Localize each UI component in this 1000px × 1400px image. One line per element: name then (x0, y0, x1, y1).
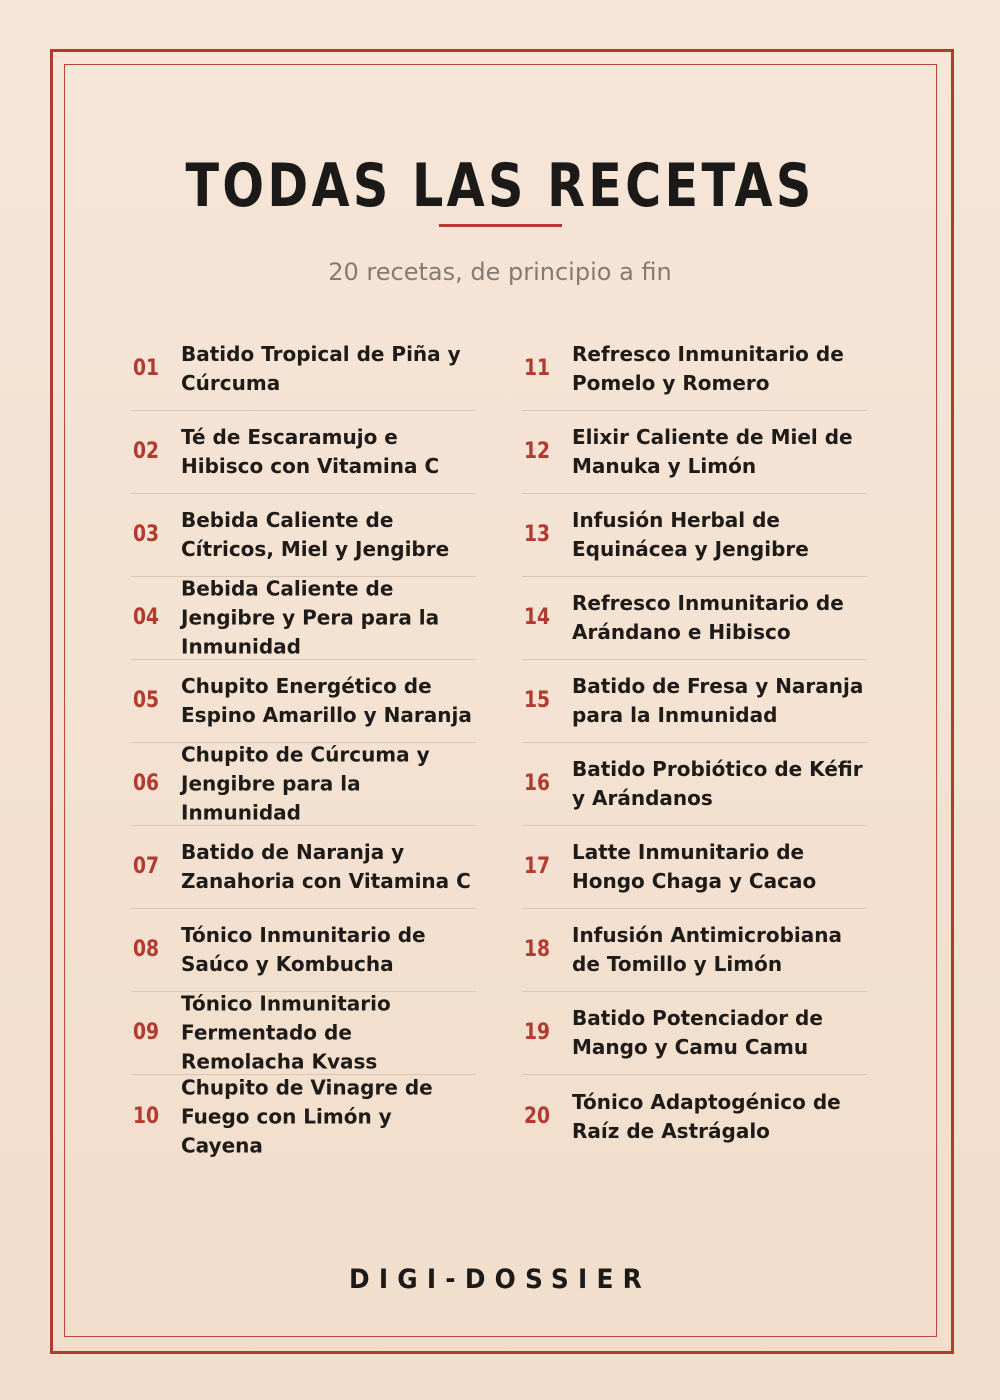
recipe-item (522, 909, 867, 992)
recipe-number: 05 (133, 688, 160, 713)
recipe-name: Batido Potenciador de Mango y Camu Camu (572, 1006, 823, 1059)
recipe-number: 18 (524, 937, 551, 962)
recipe-number: 15 (524, 688, 551, 713)
recipe-number: 17 (524, 854, 551, 879)
recipe-list-left (131, 328, 476, 1158)
recipe-item (522, 328, 867, 411)
recipe-number: 12 (524, 439, 551, 464)
recipe-item (522, 1075, 867, 1158)
recipe-name: Tónico Adaptogénico de Raíz de Astrágalo (572, 1089, 841, 1143)
recipe-name: Batido de Fresa y Naranja para la Inmunidad (572, 674, 864, 727)
page-subtitle: 20 recetas, de principio a fin (328, 258, 672, 286)
recipe-name: Batido Tropical de Piña y Cúrcuma (181, 342, 461, 395)
recipe-item (131, 328, 476, 411)
recipe-number: 06 (133, 771, 160, 796)
recipe-number: 10 (133, 1103, 160, 1129)
recipe-item (131, 992, 476, 1075)
recipe-name: Batido Probiótico de Kéfir y Arándanos (572, 757, 863, 810)
recipe-name: Chupito de Cúrcuma y Jengibre para la Inmunidad (181, 742, 430, 825)
recipe-name: Infusión Herbal de Equinácea y Jengibre (572, 508, 809, 561)
recipe-name: Bebida Caliente de Cítricos, Miel y Jengibre (181, 508, 450, 561)
recipe-number: 04 (133, 605, 160, 630)
recipe-item (522, 411, 867, 494)
recipe-name: Chupito de Vinagre de Fuego con Limón y Cayena (181, 1075, 433, 1157)
recipe-name: Infusión Antimicrobiana de Tomillo y Limón (572, 923, 843, 976)
recipe-number: 07 (133, 854, 160, 879)
page-title: TODAS LAS RECETAS (185, 151, 815, 221)
recipe-name: Chupito Energético de Espino Amarillo y Naranja (181, 674, 472, 727)
brand-wordmark: DIGI-DOSSIER (349, 1264, 651, 1295)
recipe-item (522, 826, 867, 909)
recipe-item (522, 660, 867, 743)
recipe-number: 01 (133, 356, 160, 381)
recipe-name: Tónico Inmunitario Fermentado de Remolacha Kvass (181, 991, 391, 1074)
recipe-number: 20 (524, 1103, 551, 1129)
recipe-name: Batido de Naranja y Zanahoria con Vitamina C (181, 840, 471, 893)
recipe-item (522, 992, 867, 1075)
recipe-name: Bebida Caliente de Jengibre y Pera para la Inmunidad (181, 576, 440, 659)
recipe-number: 14 (524, 605, 551, 630)
recipe-number: 19 (524, 1020, 551, 1045)
recipe-item (131, 660, 476, 743)
recipe-number: 16 (524, 771, 551, 796)
recipe-number: 11 (524, 356, 551, 381)
recipe-item (131, 909, 476, 992)
title-underline (439, 224, 562, 227)
recipe-item (522, 743, 867, 826)
recipe-number: 02 (133, 439, 160, 464)
recipe-name: Refresco Inmunitario de Pomelo y Romero (572, 342, 844, 395)
recipe-item (522, 577, 867, 660)
recipe-number: 03 (133, 522, 160, 547)
recipe-name: Té de Escaramujo e Hibisco con Vitamina C (181, 425, 440, 478)
recipe-item (131, 826, 476, 909)
recipe-number: 09 (133, 1020, 160, 1045)
recipe-name: Latte Inmunitario de Hongo Chaga y Cacao (572, 840, 817, 893)
recipe-item (131, 1075, 476, 1158)
recipe-item (131, 577, 476, 660)
recipe-number: 08 (133, 937, 160, 962)
recipe-list-right (522, 328, 867, 1158)
recipe-name: Elixir Caliente de Miel de Manuka y Limón (572, 425, 853, 478)
recipe-item (522, 494, 867, 577)
recipe-name: Tónico Inmunitario de Saúco y Kombucha (181, 923, 426, 976)
recipe-number: 13 (524, 522, 551, 547)
recipe-name: Refresco Inmunitario de Arándano e Hibisco (572, 591, 844, 644)
recipe-item (131, 411, 476, 494)
recipe-item (131, 494, 476, 577)
recipe-item (131, 743, 476, 826)
